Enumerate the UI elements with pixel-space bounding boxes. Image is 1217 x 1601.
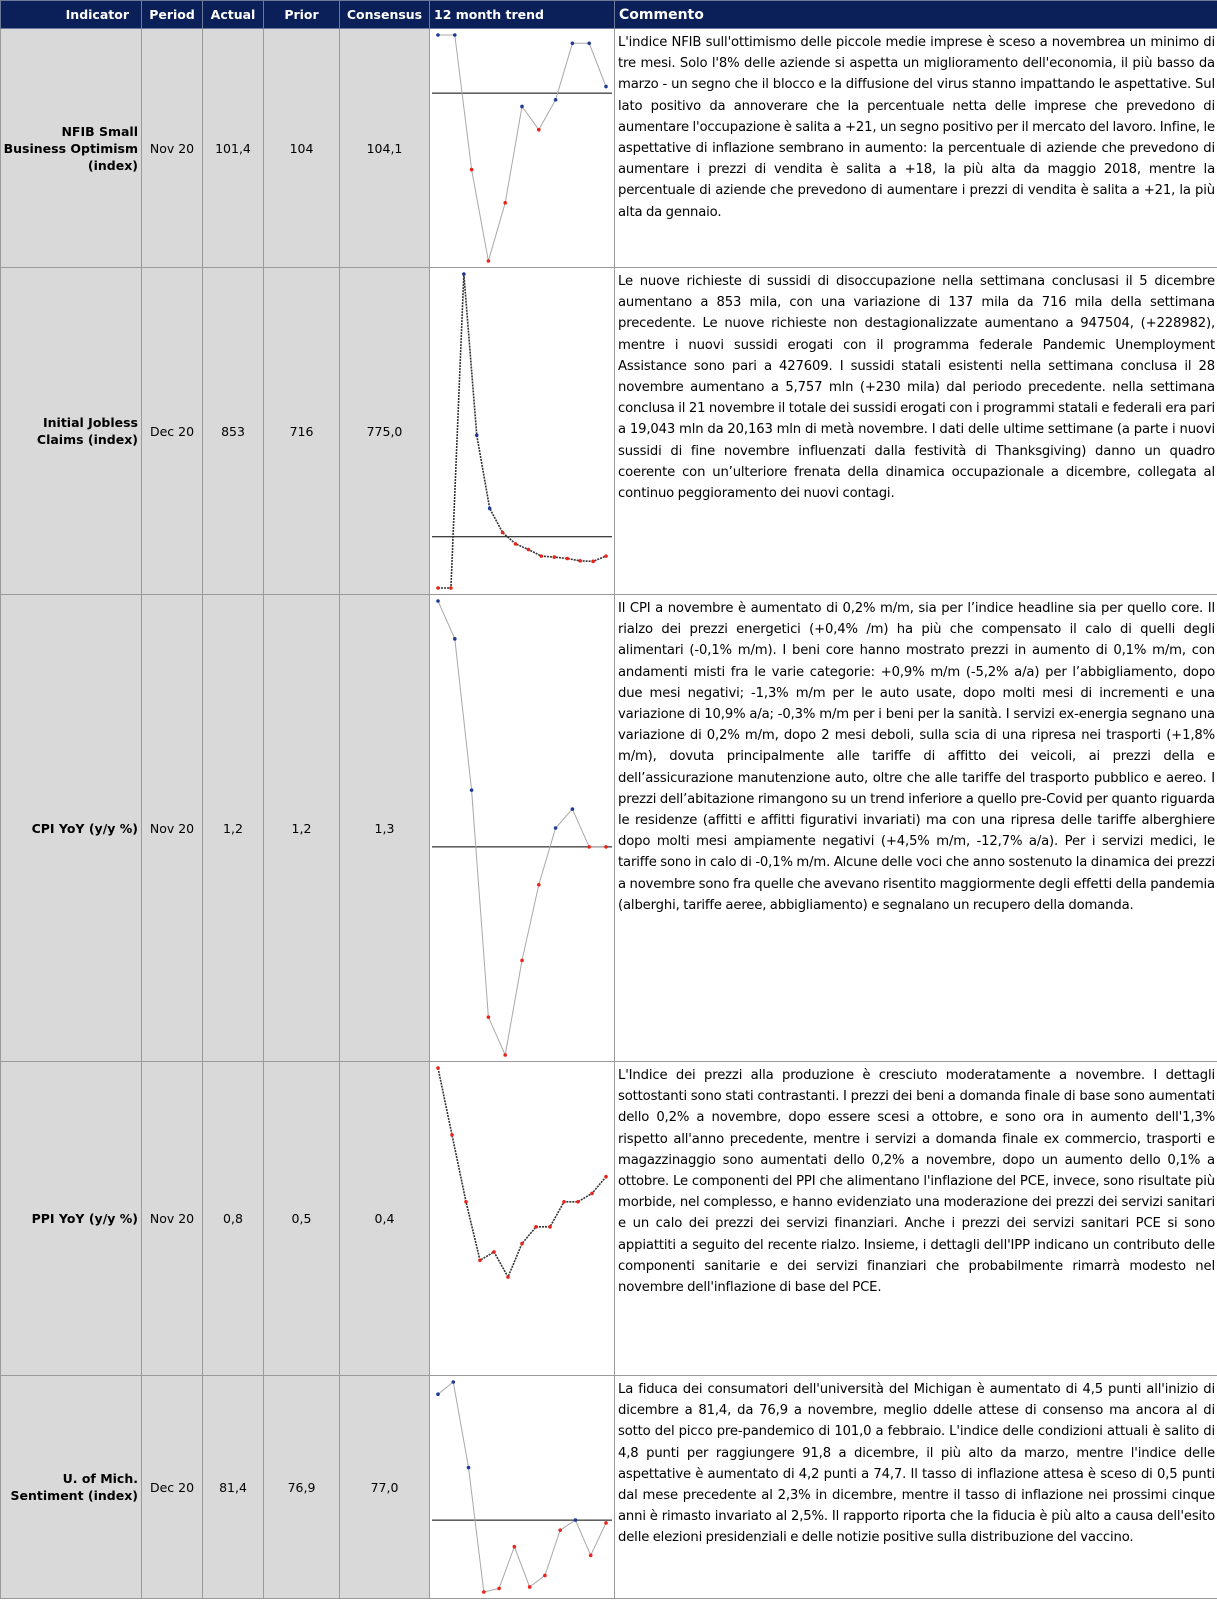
indicator-cell: PPI YoY (y/y %): [1, 1062, 142, 1376]
trend-point: [540, 554, 544, 558]
trend-point: [520, 959, 524, 963]
trend-point: [497, 1587, 501, 1591]
trend-point: [487, 1015, 491, 1019]
period-cell: Nov 20: [142, 1062, 203, 1376]
actual-cell: 101,4: [203, 29, 264, 268]
trend-point: [501, 531, 505, 535]
trend-point: [528, 1585, 532, 1589]
period-cell: Dec 20: [142, 1376, 203, 1599]
trend-point: [578, 559, 582, 563]
comment-cell: L'Indice dei prezzi alla produzione è cresciuto moderatamente a novembre. I dettagli sottostanti sono stati contrastanti. I prezzi dei beni a domanda finale di base sono aumentati dello 0,2% a novembre, dopo essere scesi a ottobre, e sono ora in aumento dell'1,3% rispetto all'anno precedente, mentre i servizi a domanda finale ex commercio, trasporti e magazzinaggio sono aumentati dello 0,2% a novembre, dopo un aumento dello 0,1% a ottobre. Le componenti del PPI che alimentano l'inflazione del PCE, invece, sono risultate più morbide, nel complesso, e hanno evidenziato una moderazione dei prezzi dei servizi sanitari e un calo dei prezzi dei servizi finanziari. Anche i prezzi dei servizi sanitari PCE si sono appiattiti a seguito del recente rialzo. Insieme, i dettagli dell'IPP indicano un contributo delle componenti sanitarie e dei servizi finanziari che probabilmente rimarrà modesto nel novembre dell'inflazione di base del PCE.: [615, 1062, 1217, 1376]
actual-cell: 853: [203, 268, 264, 595]
trend-point: [604, 845, 608, 849]
header-actual: Actual: [203, 1, 264, 29]
trend-point: [436, 599, 440, 603]
indicator-cell: Initial Jobless Claims (index): [1, 268, 142, 595]
trend-point: [488, 507, 492, 511]
trend-point: [537, 128, 541, 132]
trend-cell: [430, 268, 615, 595]
header-comment: Commento: [615, 1, 1217, 29]
header-period: Period: [142, 1, 203, 29]
trend-point: [449, 586, 453, 590]
table-row-nfib: [1, 29, 1217, 268]
actual-cell: 81,4: [203, 1376, 264, 1599]
consensus-cell: 77,0: [340, 1376, 430, 1599]
header-row: [1, 1, 1217, 29]
header-indicator: Indicator: [1, 1, 142, 29]
trend-point: [436, 1392, 440, 1396]
trend-point: [554, 826, 558, 830]
trend-point: [543, 1574, 547, 1578]
trend-point: [450, 1133, 454, 1137]
trend-point: [506, 1275, 510, 1279]
trend-point: [467, 1466, 471, 1470]
trend-point: [537, 883, 541, 887]
trend-point: [453, 33, 457, 37]
sparkline-chart: [430, 1062, 614, 1375]
trend-point: [475, 433, 479, 437]
table-row-jobless-claims: [1, 268, 1217, 595]
prior-cell: 0,5: [264, 1062, 340, 1376]
actual-cell: 1,2: [203, 595, 264, 1062]
trend-cell: [430, 1376, 615, 1599]
trend-line: [438, 274, 606, 588]
trend-point: [587, 42, 591, 46]
indicator-cell: U. of Mich. Sentiment (index): [1, 1376, 142, 1599]
trend-point: [478, 1259, 482, 1263]
trend-point: [482, 1590, 486, 1594]
sparkline-chart: [430, 595, 614, 1061]
period-cell: Dec 20: [142, 268, 203, 595]
trend-point: [558, 1528, 562, 1532]
sparkline-chart: [430, 268, 614, 594]
trend-line: [438, 601, 606, 1055]
sparkline-chart: [430, 29, 614, 267]
trend-point: [574, 1518, 578, 1522]
period-cell: Nov 20: [142, 29, 203, 268]
consensus-cell: 0,4: [340, 1062, 430, 1376]
trend-point: [436, 586, 440, 590]
indicator-cell: NFIB Small Business Optimism (index): [1, 29, 142, 268]
trend-point: [492, 1250, 496, 1254]
table-row-umich: [1, 1376, 1217, 1599]
prior-cell: 76,9: [264, 1376, 340, 1599]
trend-line: [438, 1382, 606, 1592]
prior-cell: 1,2: [264, 595, 340, 1062]
trend-point: [553, 555, 557, 559]
trend-point: [604, 1175, 608, 1179]
prior-cell: 104: [264, 29, 340, 268]
trend-point: [464, 1200, 468, 1204]
consensus-cell: 1,3: [340, 595, 430, 1062]
trend-point: [470, 168, 474, 172]
trend-point: [548, 1225, 552, 1229]
trend-line: [438, 35, 606, 261]
trend-point: [487, 259, 491, 263]
trend-point: [604, 554, 608, 558]
prior-cell: 716: [264, 268, 340, 595]
table-row-cpi: [1, 595, 1217, 1062]
period-cell: Nov 20: [142, 595, 203, 1062]
consensus-cell: 775,0: [340, 268, 430, 595]
trend-point: [470, 788, 474, 792]
trend-point: [589, 1554, 593, 1558]
trend-point: [503, 201, 507, 205]
header-consensus: Consensus: [340, 1, 430, 29]
trend-point: [436, 1066, 440, 1070]
trend-point: [534, 1225, 538, 1229]
trend-point: [591, 560, 595, 564]
trend-point: [453, 637, 457, 641]
trend-point: [520, 105, 524, 109]
trend-point: [503, 1053, 507, 1057]
comment-cell: Il CPI a novembre è aumentato di 0,2% m/m, sia per l’indice headline sia per quello core. Il rialzo dei prezzi energetici (+0,4% /m) ha più che compensato il calo di quelli degli alimentari (-0,1% m/m). I beni core hanno mostrato prezzi in aumento di 0,1% m/m, con andamenti misti fra le varie categorie: +0,9% m/m (-5,2% a/a) per l’abbigliamento, dopo due mesi negativi; -1,3% m/m per le auto usate, dopo molti mesi di incrementi e una variazione di 10,9% a/a; -0,3% m/m per i beni per la sanità. I servizi ex-energia segnano una variazione di 0,2% m/m, dopo 2 mesi deboli, sulla scia di una ripresa nei trasporti (+1,8% m/m), dovuta principalmente alle tariffe di affitto dei veicoli, ai prezzi della e dell’assicurazione manutenzione auto, oltre che alle tariffe del trasporto pubblico e aereo. I prezzi dell’abitazione rimangono su un trend inferiore a quello pre-Covid per quanto riguarda le residenze (affitti e affitti figurativi invariati) ma con una ripresa delle tariffe alberghiere dopo molti mesi ampiamente negativi (+4,5% m/m, -12,7% a/a). Per i servizi medici, le tariffe sono in calo di -0,1% m/m. Alcune delle voci che anno sostenuto la dinamica dei prezzi a novembre sono fra quelle che avevano risentito maggiormente degli effetti della pandemia (alberghi, tariffe aeree, abbigliamento) e segnalano un recupero della domanda.: [615, 595, 1217, 1062]
trend-point: [527, 548, 531, 552]
trend-point: [451, 1380, 455, 1384]
trend-point: [587, 845, 591, 849]
header-prior: Prior: [264, 1, 340, 29]
trend-point: [520, 1242, 524, 1246]
table-row-ppi: [1, 1062, 1217, 1376]
trend-point: [604, 85, 608, 89]
indicator-cell: CPI YoY (y/y %): [1, 595, 142, 1062]
trend-point: [436, 33, 440, 37]
actual-cell: 0,8: [203, 1062, 264, 1376]
trend-point: [604, 1521, 608, 1525]
trend-point: [554, 98, 558, 102]
trend-point: [565, 557, 569, 561]
trend-point: [462, 272, 466, 276]
comment-cell: L'indice NFIB sull'ottimismo delle piccole medie imprese è sceso a novembrea un minimo di tre mesi. Solo l'8% delle aziende si aspetta un miglioramento dell'economia, il più basso da marzo - un segno che il blocco e la diffusione del virus stanno impattando le aspettative. Sul lato positivo da annoverare che la percentuale netta delle imprese che prevedono di aumentare l'occupazione è salita a +21, un segno positivo per il mercato del lavoro. Infine, le aspettative di inflazione sembrano in aumento: la percentuale di aziende che prevedono di aumentare i prezzi di vendita è salita a +18, la più alta da maggio 2018, mentre la percentuale di aziende che prevedono di aumentare i prezzi di vendita è salita a +21, la più alta da gennaio.: [615, 29, 1217, 268]
trend-point: [571, 42, 575, 46]
comment-cell: Le nuove richieste di sussidi di disoccupazione nella settimana conclusasi il 5 dicembre aumentano a 853 mila, con una variazione di 137 mila da 716 mila della settimana precedente. Le nuove richieste non destagionalizzate aumentano a 947504, (+228982), mentre i nuovi sussidi erogati con il programma federale Pandemic Unemployment Assistance sono pari a 427609. I sussidi statali esistenti nella settimana conclusa il 28 novembre aumentano a 5,757 mln (+230 mila) dal periodo precedente. nella settimana conclusa il 21 novembre il totale dei sussidi erogati con i programmi statali e federali era pari a 19,043 mln da 20,163 mln di metà novembre. I dati delle ultime settimane (a parte i nuovi sussidi di fine novembre influenzati dalla festività di Thanksgiving) danno un quadro coerente con un’ulteriore frenata della dinamica occupazionale a dicembre, collegata al continuo peggioramento dei nuovi contagi.: [615, 268, 1217, 595]
trend-line: [438, 1068, 606, 1277]
consensus-cell: 104,1: [340, 29, 430, 268]
sparkline-chart: [430, 1376, 614, 1598]
trend-point: [562, 1200, 566, 1204]
trend-point: [513, 1545, 517, 1549]
trend-cell: [430, 29, 615, 268]
trend-cell: [430, 595, 615, 1062]
trend-point: [590, 1192, 594, 1196]
trend-point: [576, 1200, 580, 1204]
trend-cell: [430, 1062, 615, 1376]
header-trend: 12 month trend: [430, 1, 615, 29]
comment-cell: La fiduca dei consumatori dell'università del Michigan è aumentato di 4,5 punti all'inizio di dicembre a 81,4, da 76,9 a novembre, meglio ddelle attese di consenso ma ancora al di sotto del picco pre-pandemico di 101,0 a febbraio. L'indice delle condizioni attuali è salito di 4,8 punti per raggiungere 91,8 a dicembre, il più alto da marzo, mentre l'indice delle aspettative è aumentato di 4,2 punti a 74,7. Il tasso di inflazione attesa è sceso di 0,5 punti dal mese precedente al 2,3% in dicembre, mentre il tasso di inflazione nei prossimi cinque anni è rimasto invariato al 2,5%. Il rapporto riporta che la fiducia è più alto a causa dell'esito delle elezioni presidenziali e delle notizie positive sulla distribuzione del vaccino.: [615, 1376, 1217, 1599]
trend-point: [571, 807, 575, 811]
trend-point: [514, 542, 518, 546]
